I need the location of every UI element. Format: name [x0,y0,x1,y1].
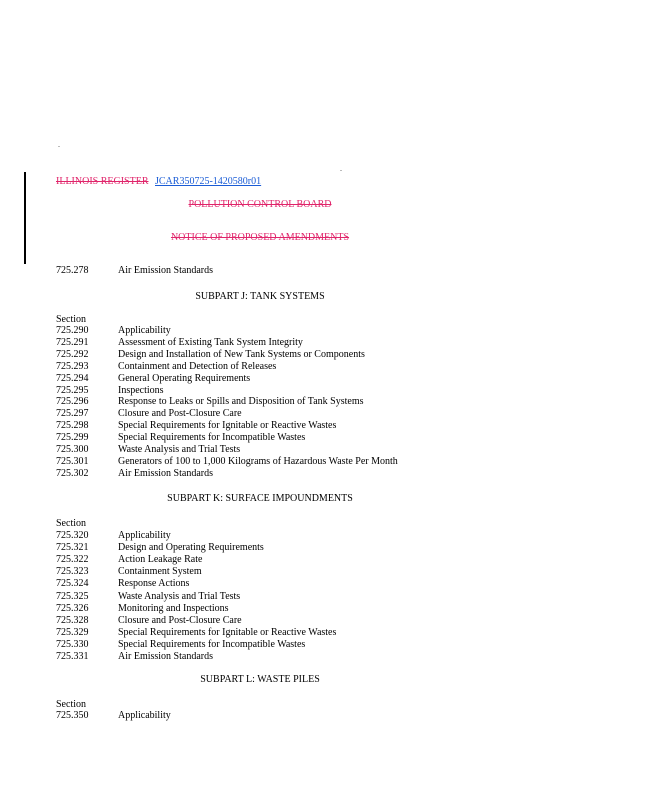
scan-speck [58,146,60,147]
section-number: 725.302 [56,467,89,479]
section-title: Action Leakage Rate [118,554,203,566]
section-title: Special Requirements for Ignitable or Reactive Wastes [118,626,337,638]
section-label: Section [56,314,86,325]
section-number: 725.326 [56,602,89,614]
board-title: POLLUTION CONTROL BOARD [188,199,332,210]
section-number: 725.350 [56,710,89,721]
section-number: 725.322 [56,554,89,566]
section-number: 725.290 [56,325,89,336]
section-number: 725.301 [56,455,89,467]
section-title: Special Requirements for Incompatible Wastes [118,432,306,444]
subpart-k-title: SUBPART K: SURFACE IMPOUNDMENTS [167,493,353,504]
register-title-deleted: ILLINOIS REGISTER [56,176,149,187]
section-title: Applicability [118,530,171,541]
section-title: Generators of 100 to 1,000 Kilograms of Hazardous Waste Per Month [118,455,398,467]
section-number: 725.296 [56,396,89,408]
section-number: 725.295 [56,384,89,396]
notice-title: NOTICE OF PROPOSED AMENDMENTS [170,232,350,243]
section-title: Air Emission Standards [118,467,213,479]
section-title: General Operating Requirements [118,372,251,384]
section-number: 725.293 [56,360,89,372]
section-number: 725.329 [56,626,89,638]
section-title: Assessment of Existing Tank System Integrity [118,336,303,348]
section-number: 725.325 [56,590,89,602]
section-number: 725.297 [56,408,89,420]
section-number: 725.298 [56,420,89,432]
section-label: Section [56,518,86,529]
section-number: 725.321 [56,542,89,554]
section-title: Containment System [118,566,202,578]
section-number: 725.278 [56,265,89,276]
section-title: Air Emission Standards [118,265,213,276]
section-title: Inspections [118,384,164,396]
section-title: Monitoring and Inspections [118,602,229,614]
section-title: Waste Analysis and Trial Tests [118,444,241,455]
section-number: 725.323 [56,566,89,578]
section-title: Design and Operating Requirements [118,542,264,554]
section-number: 725.299 [56,432,89,444]
section-title: Closure and Post-Closure Care [118,614,242,626]
section-number: 725.320 [56,530,89,541]
section-title: Waste Analysis and Trial Tests [118,590,241,602]
section-title: Response to Leaks or Spills and Disposition of Tank Systems [118,396,364,408]
section-number: 725.331 [56,651,89,662]
section-number: 725.300 [56,444,89,455]
register-id-inserted: JCAR350725-1420580r01 [155,176,262,187]
section-label: Section [56,699,86,710]
subpart-l-title: SUBPART L: WASTE PILES [200,674,320,685]
section-number: 725.291 [56,336,89,348]
section-number: 725.292 [56,348,89,360]
section-title: Response Actions [118,578,190,590]
section-number: 725.294 [56,372,89,384]
subpart-j-title: SUBPART J: TANK SYSTEMS [195,291,325,302]
section-number: 725.328 [56,614,89,626]
section-title: Applicability [118,710,171,721]
scan-speck [340,170,342,171]
section-title: Design and Installation of New Tank Systems or Components [118,348,365,360]
register-header [56,176,261,188]
section-title: Closure and Post-Closure Care [118,408,242,420]
section-title: Containment and Detection of Releases [118,360,277,372]
section-number: 725.330 [56,638,89,650]
section-title: Air Emission Standards [118,651,213,662]
revision-change-bar [24,172,26,264]
section-title: Applicability [118,325,171,336]
section-title: Special Requirements for Ignitable or Reactive Wastes [118,420,337,432]
section-number: 725.324 [56,578,89,590]
section-title: Special Requirements for Incompatible Wastes [118,638,306,650]
